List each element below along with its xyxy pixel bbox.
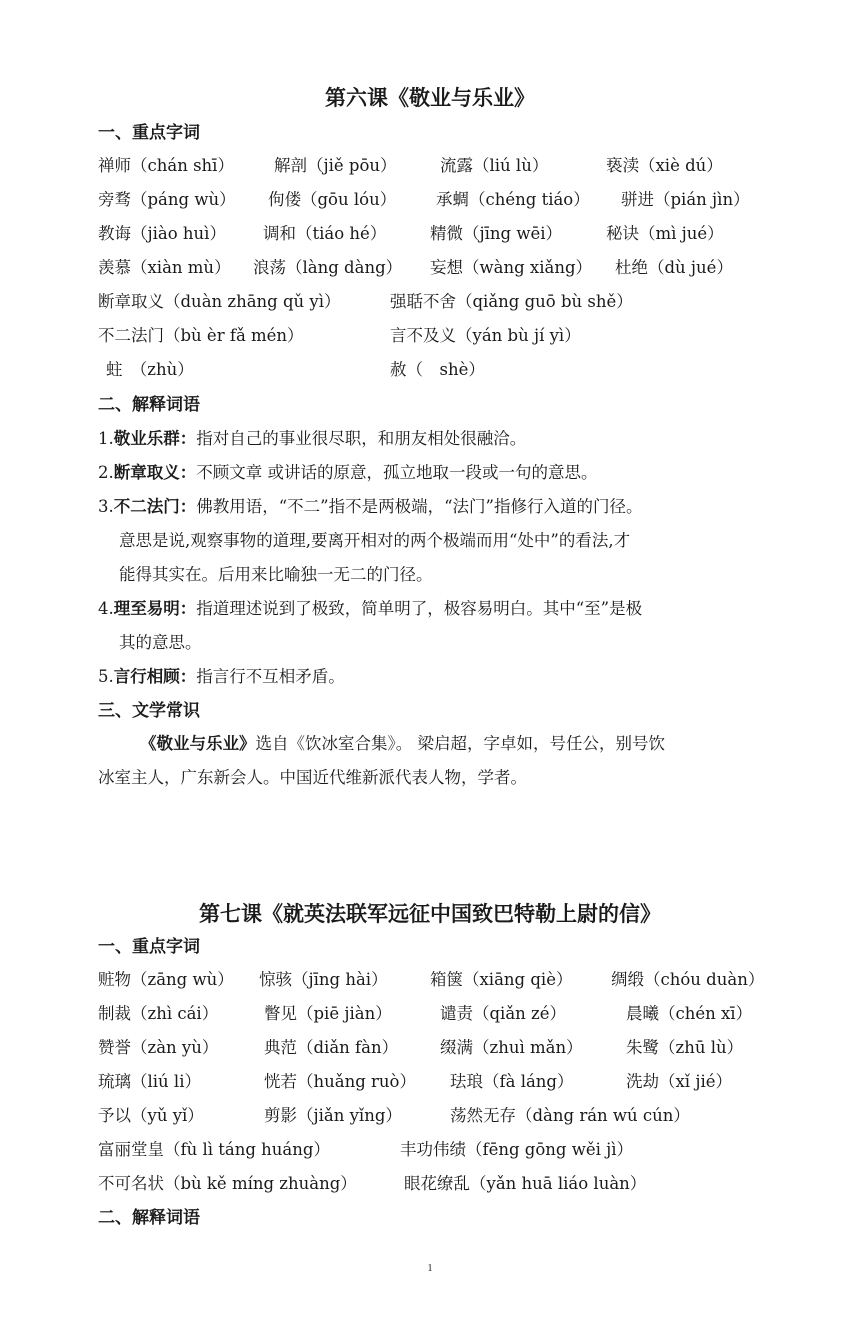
lesson7-title: 第七课《就英法联军远征中国致巴特勒上尉的信》: [199, 902, 661, 926]
lesson7-heading-keywords: 一、重点字词: [98, 937, 200, 957]
definition-continuation: 其的意思。: [119, 633, 202, 652]
definition-term: 不二法门：: [113, 497, 197, 516]
word-item: 不二法门（bù èr fǎ mén）: [98, 326, 304, 345]
word-item: 妄想（wàng xiǎng）: [430, 258, 593, 277]
word-item: 缀满（zhuì mǎn）: [440, 1038, 583, 1057]
word-item: 绸缎（chóu duàn）: [611, 970, 765, 989]
word-item: 琉璃（liú li）: [98, 1072, 201, 1091]
word-item: 调和（tiáo hé）: [263, 224, 387, 243]
definition-term: 理至易明：: [113, 599, 197, 618]
word-item: 浪荡（làng dàng）: [253, 258, 403, 277]
word-item: 瞥见（piē jiàn）: [264, 1004, 392, 1023]
word-item: 言不及义（yán bù jí yì）: [390, 326, 581, 345]
word-item: 秘诀（mì jué）: [606, 224, 724, 243]
definition-item: 5.言行相顾：指言行不互相矛盾。: [98, 667, 345, 686]
definition-term: 言行相顾：: [113, 667, 197, 686]
definition-item: 4.理至易明：指道理述说到了极致，简单明了，极容易明白。其中“至”是极: [98, 599, 643, 618]
word-item: 不可名状（bù kě míng zhuàng）: [98, 1174, 357, 1193]
word-item: 骈进（pián jìn）: [621, 190, 750, 209]
word-item: 亵渎（xiè dú）: [606, 156, 723, 175]
word-item: 赞誉（zàn yù）: [98, 1038, 219, 1057]
lesson6-title: 第六课《敬业与乐业》: [325, 86, 535, 110]
lesson6-heading-literature: 三、文学常识: [98, 701, 200, 721]
word-item: 断章取义（duàn zhāng qǔ yì）: [98, 292, 341, 311]
word-item: 解剖（jiě pōu）: [274, 156, 397, 175]
literature-continuation: 冰室主人，广东新会人。中国近代维新派代表人物，学者。: [98, 768, 527, 787]
word-item: 谴责（qiǎn zé）: [440, 1004, 567, 1023]
word-item: 荡然无存（dàng rán wú cún）: [450, 1106, 690, 1125]
word-item: 恍若（huǎng ruò）: [264, 1072, 416, 1091]
definition-item: 2.断章取义：不顾文章 或讲话的原意，孤立地取一段或一句的意思。: [98, 463, 598, 482]
literature-paragraph: 《敬业与乐业》选自《饮冰室合集》。 梁启超，字卓如，号任公，别号饮: [140, 734, 665, 753]
word-item: 蛀 （zhù）: [106, 360, 194, 379]
word-item: 惊骇（jīng hài）: [259, 970, 388, 989]
word-item: 精微（jīng wēi）: [430, 224, 562, 243]
word-item: 剪影（jiǎn yǐng）: [264, 1106, 402, 1125]
word-item: 制裁（zhì cái）: [98, 1004, 219, 1023]
word-item: 典范（diǎn fàn）: [264, 1038, 399, 1057]
word-item: 承蜩（chéng tiáo）: [436, 190, 590, 209]
word-item: 赦（ shè）: [390, 360, 485, 379]
word-item: 箱箧（xiāng qiè）: [430, 970, 573, 989]
word-item: 杜绝（dù jué）: [615, 258, 733, 277]
definition-continuation: 能得其实在。后用来比喻独一无二的门径。: [119, 565, 433, 584]
word-item: 禅师（chán shī）: [98, 156, 234, 175]
word-item: 流露（liú lù）: [440, 156, 549, 175]
definition-item: 3.不二法门：佛教用语，“不二”指不是两极端，“法门”指修行入道的门径。: [98, 497, 643, 516]
definition-continuation: 意思是说,观察事物的道理,要离开相对的两个极端而用“处中”的看法,才: [119, 531, 631, 550]
lesson6-heading-definitions: 二、解释词语: [98, 395, 200, 415]
word-item: 眼花缭乱（yǎn huā liáo luàn）: [404, 1174, 647, 1193]
lesson7-heading-definitions: 二、解释词语: [98, 1208, 200, 1228]
word-item: 予以（yǔ yǐ）: [98, 1106, 204, 1125]
word-item: 教诲（jiào huì）: [98, 224, 226, 243]
literature-term: 《敬业与乐业》: [140, 734, 256, 753]
definition-term: 敬业乐群：: [113, 429, 197, 448]
word-item: 洗劫（xǐ jié）: [626, 1072, 732, 1091]
word-item: 珐琅（fà láng）: [450, 1072, 574, 1091]
page-number: 1: [427, 1263, 433, 1274]
word-item: 佝偻（gōu lóu）: [268, 190, 397, 209]
word-item: 旁骛（páng wù）: [98, 190, 236, 209]
definition-term: 断章取义：: [113, 463, 197, 482]
word-item: 赃物（zāng wù）: [98, 970, 234, 989]
word-item: 富丽堂皇（fù lì táng huáng）: [98, 1140, 330, 1159]
word-item: 朱鹭（zhū lù）: [626, 1038, 744, 1057]
lesson6-heading-keywords: 一、重点字词: [98, 123, 200, 143]
definition-item: 1.敬业乐群：指对自己的事业很尽职，和朋友相处很融洽。: [98, 429, 527, 448]
word-item: 晨曦（chén xī）: [626, 1004, 753, 1023]
word-item: 丰功伟绩（fēng gōng wěi jì）: [400, 1140, 634, 1159]
word-item: 强聒不舍（qiǎng guō bù shě）: [390, 292, 633, 311]
word-item: 羡慕（xiàn mù）: [98, 258, 231, 277]
